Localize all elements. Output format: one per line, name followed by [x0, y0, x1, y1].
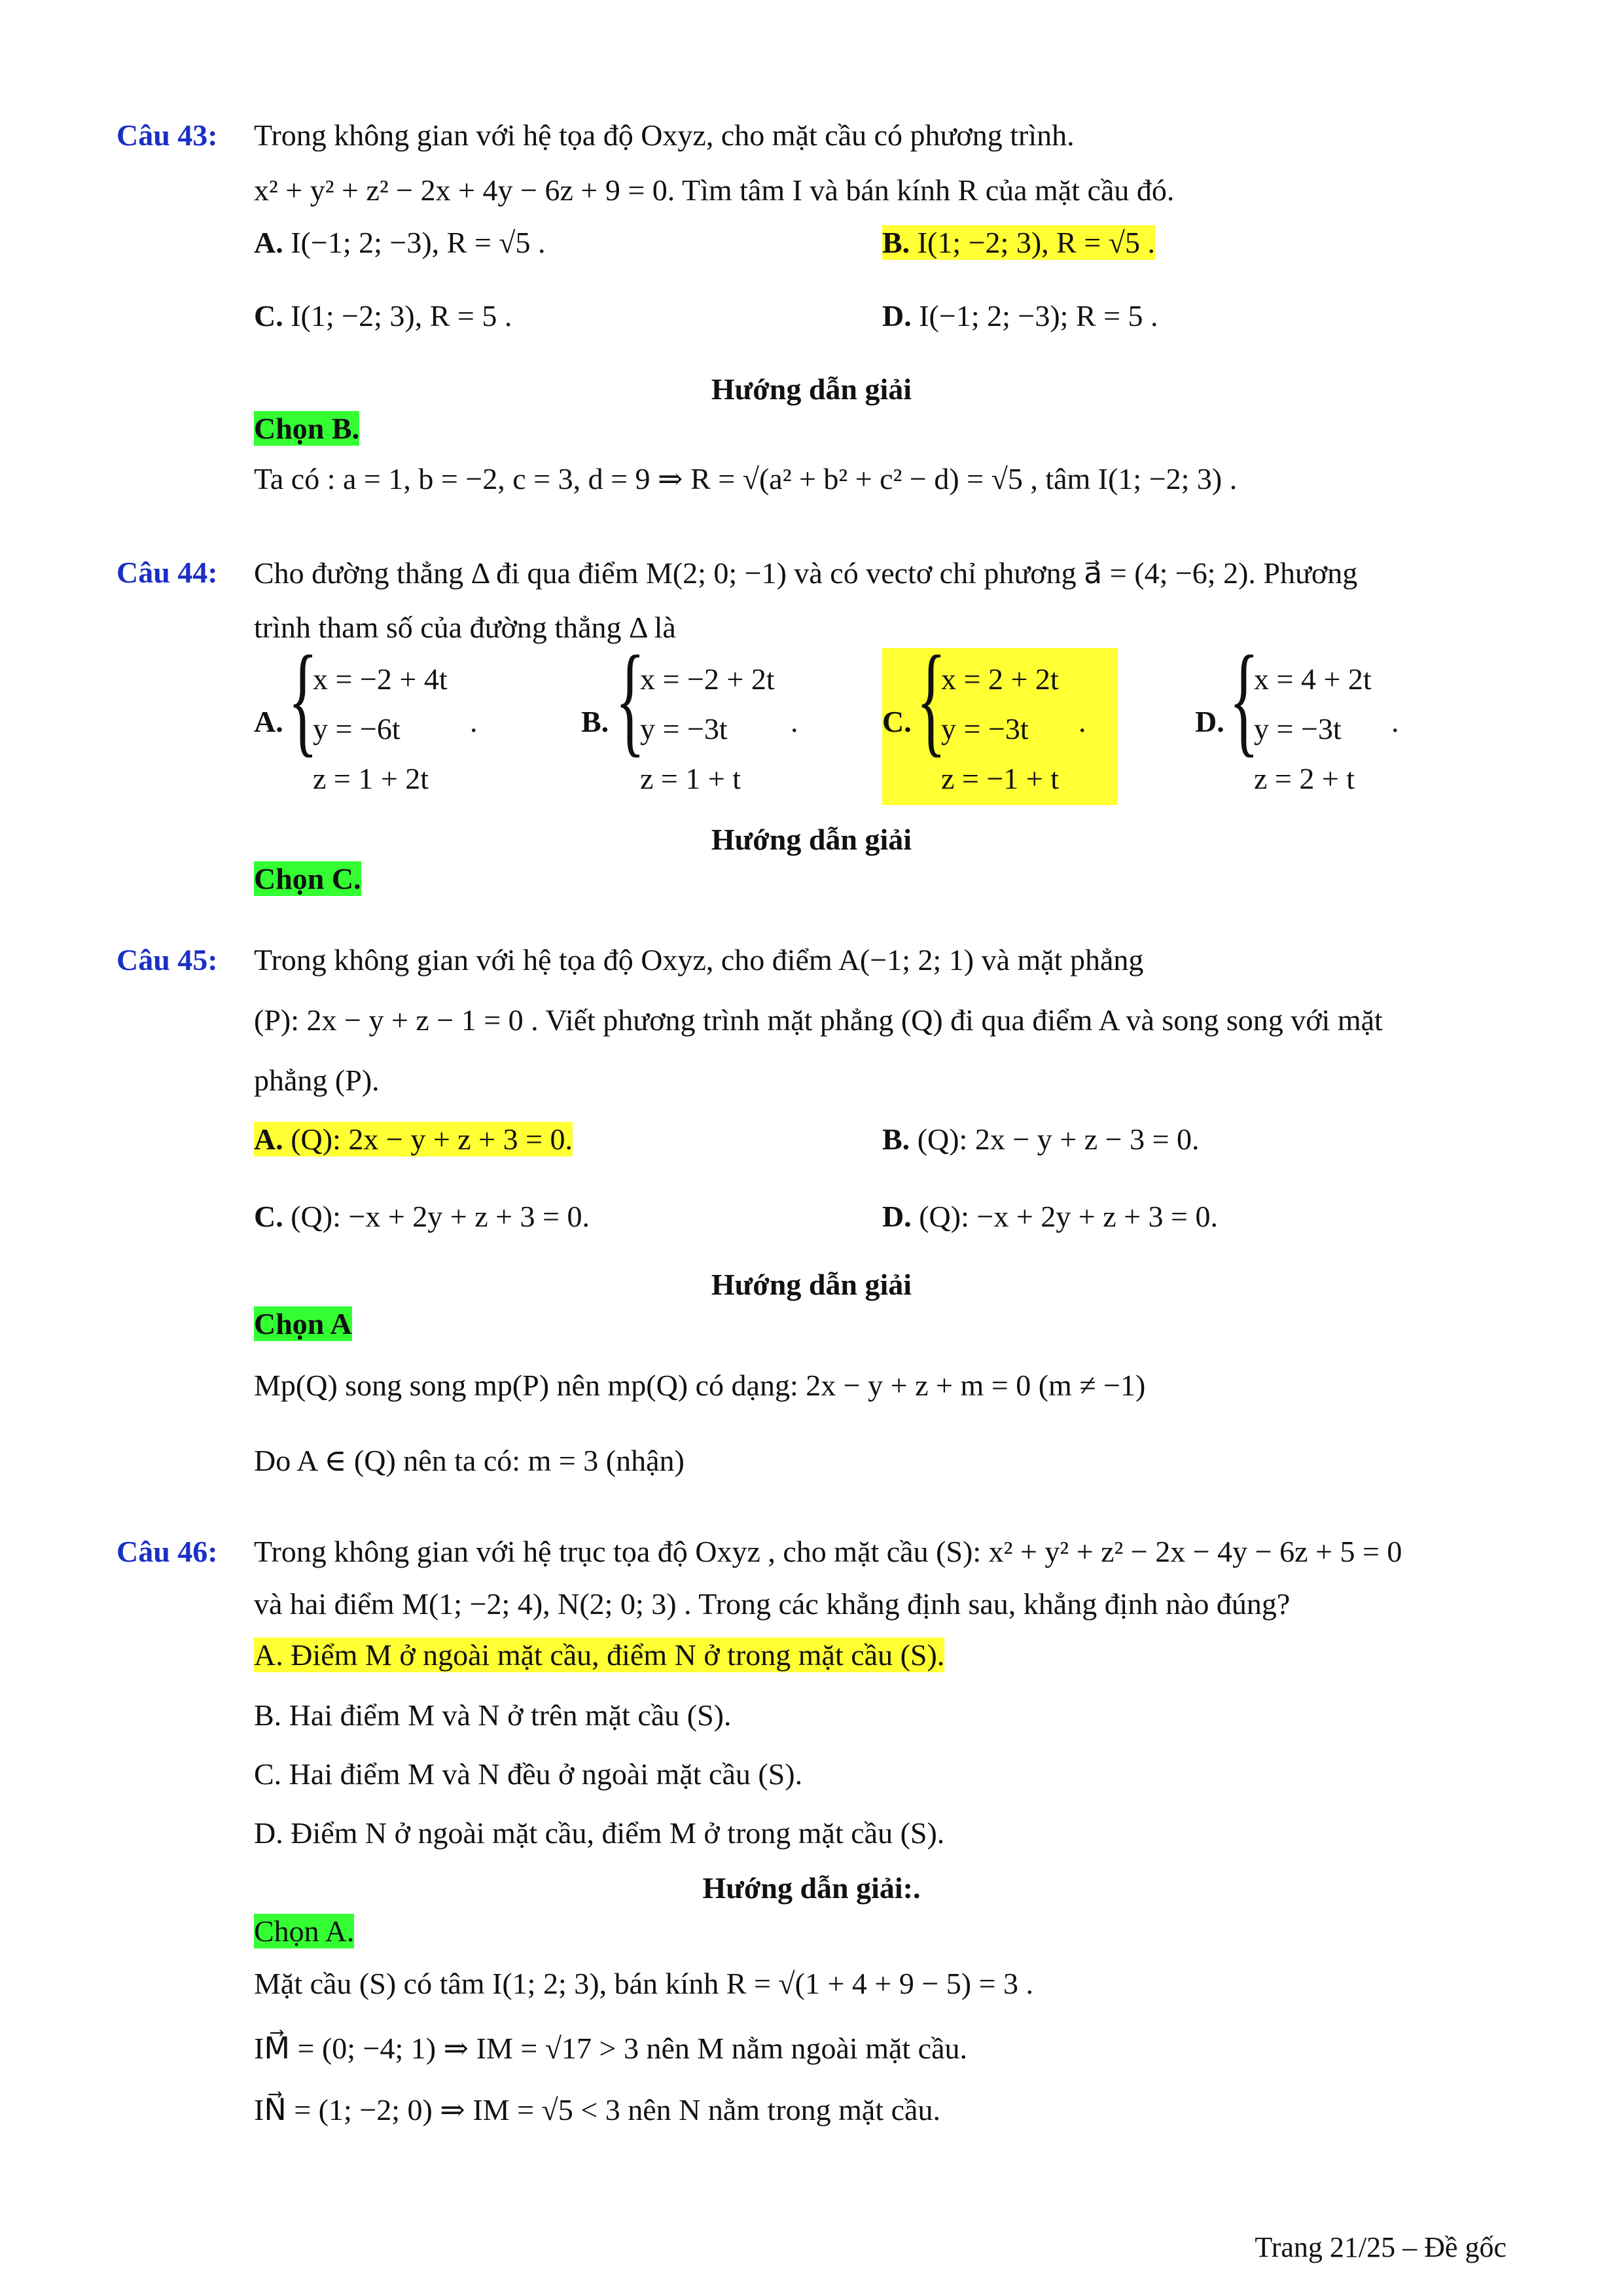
question-45-option-b[interactable]	[882, 1122, 1200, 1157]
system-row: x = 2 + 2t	[941, 662, 1059, 696]
question-43-option-c[interactable]	[254, 298, 512, 333]
question-45-label: Câu 45:	[116, 943, 218, 977]
system-row: y = −3t	[941, 712, 1029, 745]
system-row: y = −6t	[313, 712, 401, 745]
question-46	[116, 1534, 1524, 1861]
option-dot: .	[1079, 705, 1086, 738]
option-d-text: (Q): −x + 2y + z + 3 = 0.	[919, 1200, 1218, 1233]
option-d-label: D.	[1195, 705, 1224, 738]
option-dot: .	[791, 705, 798, 738]
option-a-label: A.	[254, 1122, 283, 1156]
system-row: z = 1 + t	[640, 762, 741, 795]
option-b-text: (Q): 2x − y + z − 3 = 0.	[917, 1122, 1200, 1156]
question-43	[116, 118, 1524, 511]
question-45-guide-heading: Hướng dẫn giải	[711, 1268, 912, 1301]
question-44-guide-heading: Hướng dẫn giải	[711, 823, 912, 856]
question-44-option-c[interactable]	[882, 631, 1118, 805]
question-43-guide-heading: Hướng dẫn giải	[711, 372, 912, 406]
option-c-label: C.	[254, 1200, 283, 1233]
question-46-label: Câu 46:	[116, 1535, 218, 1568]
option-d-text: I(−1; 2; −3); R = 5 .	[919, 299, 1158, 332]
option-dot: .	[1391, 705, 1399, 738]
question-44-option-b[interactable]	[581, 631, 895, 805]
page-footer: Trang 21/25 – Đề gốc	[1255, 2231, 1507, 2263]
question-44-option-d[interactable]	[1195, 631, 1509, 805]
question-45-option-d[interactable]	[882, 1199, 1218, 1234]
question-46-guide-heading: Hướng dẫn giải:.	[702, 1871, 921, 1905]
question-43-solution: Ta có : a = 1, b = −2, c = 3, d = 9 ⇒ R = √(a² + b² + c² − d) = √5 , tâm I(1; −2; 3) .	[254, 462, 1238, 495]
option-a-label: A.	[254, 705, 283, 738]
option-dot: .	[470, 705, 478, 738]
question-46-solution-3: IN⃗ = (1; −2; 0) ⇒ IM = √5 < 3 nên N nằm trong mặt cầu.	[254, 2093, 940, 2126]
question-43-option-a[interactable]	[254, 225, 546, 260]
question-46-text-1: Trong không gian với hệ trục tọa độ Oxyz , cho mặt cầu (S): x² + y² + z² − 2x − 4y − 6z + 5 = 0	[254, 1535, 1402, 1568]
option-a-label: A.	[254, 226, 283, 259]
question-44-answer: Chọn C.	[254, 862, 361, 895]
question-43-option-d[interactable]	[882, 298, 1158, 333]
question-43-text-1: Trong không gian với hệ tọa độ Oxyz, cho mặt cầu có phương trình.	[254, 118, 1075, 152]
question-45-text-1: Trong không gian với hệ tọa độ Oxyz, cho điểm A(−1; 2; 1) và mặt phẳng	[254, 943, 1144, 977]
option-b-label: B.	[882, 1122, 910, 1156]
question-46-option-a[interactable]: A. Điểm M ở ngoài mặt cầu, điểm N ở trong mặt cầu (S).	[254, 1638, 945, 1672]
system-row: z = −1 + t	[941, 762, 1060, 795]
option-c-label: C.	[882, 705, 912, 738]
system-row: x = −2 + 4t	[313, 662, 448, 696]
question-46-option-b[interactable]: B. Hai điểm M và N ở trên mặt cầu (S).	[254, 1698, 732, 1732]
question-45-answer: Chọn A	[254, 1307, 352, 1340]
question-43-text-2: x² + y² + z² − 2x + 4y − 6z + 9 = 0. Tìm tâm I và bán kính R của mặt cầu đó.	[254, 173, 1175, 207]
brace-icon: {	[288, 631, 318, 768]
option-b-label: B.	[882, 226, 910, 259]
question-44-option-a[interactable]	[254, 631, 568, 805]
question-44-text-2: trình tham số của đường thẳng Δ là	[254, 611, 676, 644]
question-46-option-d[interactable]: D. Điểm N ở ngoài mặt cầu, điểm M ở trong mặt cầu (S).	[254, 1816, 945, 1850]
system-row: z = 2 + t	[1254, 762, 1355, 795]
option-c-label: C.	[254, 299, 283, 332]
brace-icon: {	[1229, 631, 1259, 768]
question-45	[116, 942, 1524, 1283]
question-43-label: Câu 43:	[116, 118, 218, 152]
question-45-option-a[interactable]	[254, 1122, 573, 1157]
system-row: y = −3t	[1254, 712, 1342, 745]
option-a-text: (Q): 2x − y + z + 3 = 0.	[291, 1122, 573, 1156]
option-d-label: D.	[882, 299, 912, 332]
question-45-solution-2: Do A ∈ (Q) nên ta có: m = 3 (nhận)	[254, 1444, 685, 1477]
option-a-text: I(−1; 2; −3), R = √5 .	[291, 226, 546, 259]
question-45-solution-1: Mp(Q) song song mp(P) nên mp(Q) có dạng: 2x − y + z + m = 0 (m ≠ −1)	[254, 1369, 1146, 1402]
question-46-text-2: và hai điểm M(1; −2; 4), N(2; 0; 3) . Trong các khẳng định sau, khẳng định nào đúng?	[254, 1587, 1291, 1621]
option-b-label: B.	[581, 705, 609, 738]
question-45-text-3: phẳng (P).	[254, 1064, 380, 1097]
brace-icon: {	[615, 631, 645, 768]
question-45-text-2: (P): 2x − y + z − 1 = 0 . Viết phương trình mặt phẳng (Q) đi qua điểm A và song song với mặt	[254, 1003, 1383, 1037]
option-b-text: I(1; −2; 3), R = √5 .	[917, 226, 1156, 259]
question-43-answer: Chọn B.	[254, 412, 360, 445]
system-row: z = 1 + 2t	[313, 762, 429, 795]
system-row: x = −2 + 2t	[640, 662, 775, 696]
question-45-option-c[interactable]	[254, 1199, 590, 1234]
system-row: x = 4 + 2t	[1254, 662, 1372, 696]
question-46-solution-2: IM⃗ = (0; −4; 1) ⇒ IM = √17 > 3 nên M nằm ngoài mặt cầu.	[254, 2032, 968, 2065]
question-46-option-c[interactable]: C. Hai điểm M và N đều ở ngoài mặt cầu (S).	[254, 1757, 803, 1791]
question-46-answer: Chọn A.	[254, 1914, 355, 1948]
option-c-text: (Q): −x + 2y + z + 3 = 0.	[291, 1200, 590, 1233]
option-c-text: I(1; −2; 3), R = 5 .	[291, 299, 512, 332]
system-row: y = −3t	[640, 712, 728, 745]
question-44-text-1: Cho đường thẳng Δ đi qua điểm M(2; 0; −1) và có vectơ chỉ phương a⃗ = (4; −6; 2). Phương	[254, 556, 1358, 590]
question-44-label: Câu 44:	[116, 556, 218, 589]
option-d-label: D.	[882, 1200, 912, 1233]
question-43-option-b[interactable]	[882, 225, 1155, 260]
brace-icon: {	[916, 631, 946, 768]
question-46-solution-1: Mặt cầu (S) có tâm I(1; 2; 3), bán kính R = √(1 + 4 + 9 − 5) = 3 .	[254, 1967, 1034, 2000]
